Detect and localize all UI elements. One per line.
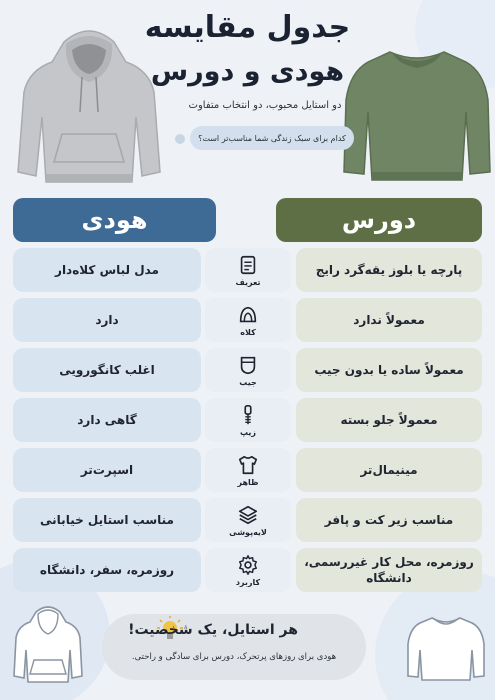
- page-title: جدول مقایسه: [144, 10, 351, 45]
- sweatshirt-column-header: دورس: [276, 198, 482, 242]
- row-label: کلاه: [240, 327, 256, 337]
- page-title-sub: هودی و دورس: [150, 56, 345, 87]
- comparison-row-definition: [12, 248, 484, 292]
- decor-dot: [175, 134, 185, 144]
- comparison-row-zipper: [12, 398, 484, 442]
- sweatshirt-cell: معمولاً ساده یا بدون جیب: [296, 348, 482, 392]
- hoodie-column-header: هودی: [13, 198, 216, 242]
- sweatshirt-cell: روزمره، محل کار غیررسمی، دانشگاه: [296, 548, 482, 592]
- pocket-icon: [237, 354, 259, 376]
- hoodie-image: [14, 22, 164, 192]
- row-label: ظاهر: [237, 477, 259, 487]
- row-label: کاربرد: [235, 577, 261, 587]
- sweatshirt-cell: معمولاً ندارد: [296, 298, 482, 342]
- row-label: لایه‌پوشی: [229, 527, 267, 537]
- hoodie-cell: اغلب کانگورویی: [13, 348, 201, 392]
- gear-icon: [237, 554, 259, 576]
- row-label-box: [205, 548, 291, 592]
- comparison-row-layering: [12, 498, 484, 542]
- hoodie-outline-icon: [12, 604, 84, 684]
- sweatshirt-cell: پارچه یا بلوز یقه‌گرد رایج: [296, 248, 482, 292]
- row-label: تعریف: [235, 277, 261, 287]
- row-label: جیب: [239, 377, 257, 387]
- row-label-box: [205, 348, 291, 392]
- comparison-row-hood: [12, 298, 484, 342]
- tshirt-icon: [237, 454, 259, 476]
- footer-title: هر استایل، یک شخصیت!: [128, 622, 298, 638]
- row-label-box: [205, 398, 291, 442]
- document-icon: [237, 254, 259, 276]
- sweatshirt-cell: معمولاً جلو بسته: [296, 398, 482, 442]
- row-label-box: [205, 448, 291, 492]
- sweatshirt-outline-icon: [406, 614, 486, 682]
- hoodie-cell: مناسب استایل خیابانی: [13, 498, 201, 542]
- hoodie-cell: گاهی دارد: [13, 398, 201, 442]
- row-label-box: [205, 248, 291, 292]
- hoodie-cell: روزمره، سفر، دانشگاه: [13, 548, 201, 592]
- sweatshirt-cell: مناسب زیر کت و پافر: [296, 498, 482, 542]
- zipper-icon: [237, 404, 259, 426]
- row-label: زیپ: [239, 427, 257, 437]
- subtitle: دو استایل محبوب، دو انتخاب متفاوت: [188, 100, 342, 111]
- hoodie-cell: دارد: [13, 298, 201, 342]
- comparison-row-pocket: [12, 348, 484, 392]
- row-label-box: [205, 298, 291, 342]
- comparison-row-appearance: [12, 448, 484, 492]
- hoodie-cell: مدل لباس کلاه‌دار: [13, 248, 201, 292]
- hoodie-cell: اسپرت‌تر: [13, 448, 201, 492]
- hood-icon: [237, 304, 259, 326]
- sweatshirt-cell: مینیمال‌تر: [296, 448, 482, 492]
- question-pill: کدام برای سبک زندگی شما مناسب‌تر است؟: [190, 126, 354, 150]
- layers-icon: [237, 504, 259, 526]
- comparison-row-usage: [12, 548, 484, 592]
- footer-text: هودی برای روزهای پرتحرک، دورس برای سادگی و راحتی.: [131, 652, 337, 662]
- row-label-box: [205, 498, 291, 542]
